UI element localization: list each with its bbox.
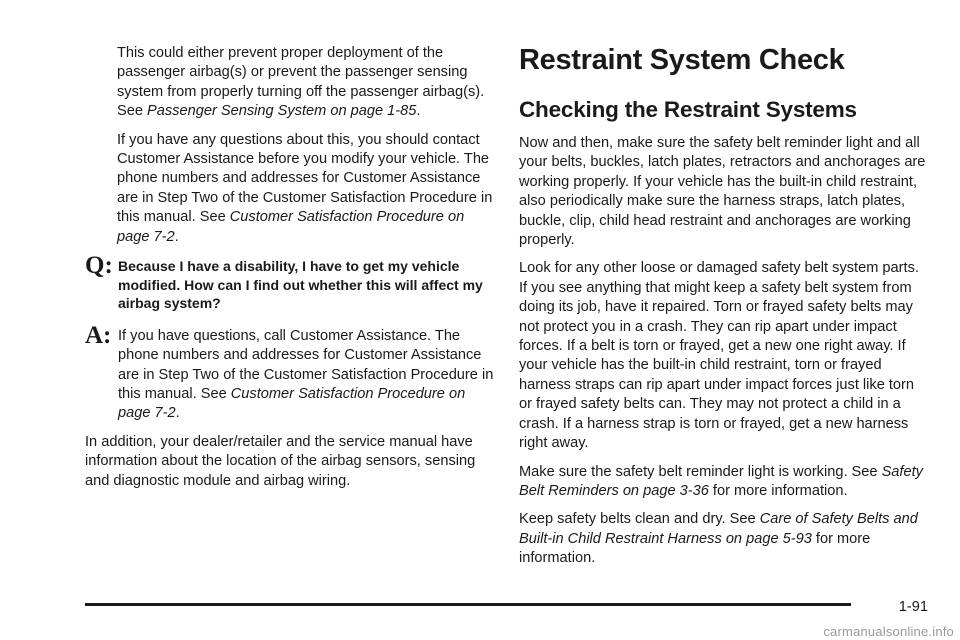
cross-reference: Customer Satisfaction Procedure on page 7-2: [117, 209, 465, 245]
right-column: [519, 42, 931, 569]
page-number: 1-91: [898, 599, 928, 615]
left-column: [85, 44, 495, 491]
question-block: [85, 252, 495, 313]
section-subtitle: Checking the Restraint Systems: [519, 97, 857, 122]
cross-reference: Care of Safety Belts and Built-in Child Restraint Harness on page 5-93: [519, 511, 918, 547]
airbag-warning-block: [117, 44, 495, 247]
answer-mark-label: A:: [85, 321, 112, 349]
cross-reference: Customer Satisfaction Procedure on page 7-2: [118, 386, 466, 422]
paragraph-clean-belts: Keep safety belts clean and dry. See Care of Safety Belts and Built-in Child Restraint Harness on page 5-93 for more information.: [519, 511, 918, 567]
section-title: Restraint System Check: [519, 44, 845, 76]
paragraph-dealer-info: In addition, your dealer/retailer and the service manual have information about the location of the airbag sensors, sensing and diagnostic module and airbag wiring.: [85, 433, 476, 489]
answer-text: If you have questions, call Customer Assistance. The phone numbers and addresses for Customer Assistance are in Step Two of the Customer Satisfaction Procedure in this manual. See Customer Satisfaction Procedure on page 7-2.: [118, 327, 494, 422]
cross-reference: Passenger Sensing System on page 1-85: [147, 103, 417, 120]
paragraph-customer-assistance: If you have any questions about this, you should contact Customer Assistance before you modify your vehicle. The phone numbers and addresses for Customer Assistance are in Step Two of the Customer Satisfaction Procedure in this manual. See Customer Satisfaction Procedure on page 7-2.: [117, 131, 493, 245]
question-text: Because I have a disability, I have to get my vehicle modified. How can I find out whether this will affect my airbag system?: [118, 258, 483, 312]
question-mark-label: Q:: [85, 252, 113, 280]
paragraph-check-belts: Now and then, make sure the safety belt reminder light and all your belts, buckles, latch plates, retractors and anchorages are working properly. If your vehicle has the built-in child restraint, also periodically make sure the harness straps, latch plates, buckle, clip, child head restraint and anchorages are working properly.: [519, 135, 926, 249]
paragraph-damaged-parts: Look for any other loose or damaged safety belt system parts. If you see anything that might keep a safety belt system from doing its job, have it repaired. Torn or frayed safety belts may not protect you in a crash. They can rip apart under impact forces. If a belt is torn or frayed, get a new one right away. If your vehicle has the built-in child restraint, torn or frayed harness straps can rip apart under impact forces just like torn or frayed safety belts can. They may not protect a child in a crash. If a harness strap is torn or frayed, get a new harness right away.: [519, 260, 919, 452]
cross-reference: Safety Belt Reminders on page 3-36: [519, 463, 923, 499]
answer-block: [85, 321, 495, 424]
paragraph-reminder-light: Make sure the safety belt reminder light is working. See Safety Belt Reminders on page 3-36 for more information.: [519, 463, 923, 499]
paragraph-deployment: This could either prevent proper deployment of the passenger airbag(s) or prevent the passenger sensing system from properly turning off the passenger airbag(s). See Passenger Sensing System on page 1-85.: [117, 45, 485, 120]
footer-rule: [85, 603, 851, 606]
watermark: carmanualsonline.info: [823, 624, 954, 639]
